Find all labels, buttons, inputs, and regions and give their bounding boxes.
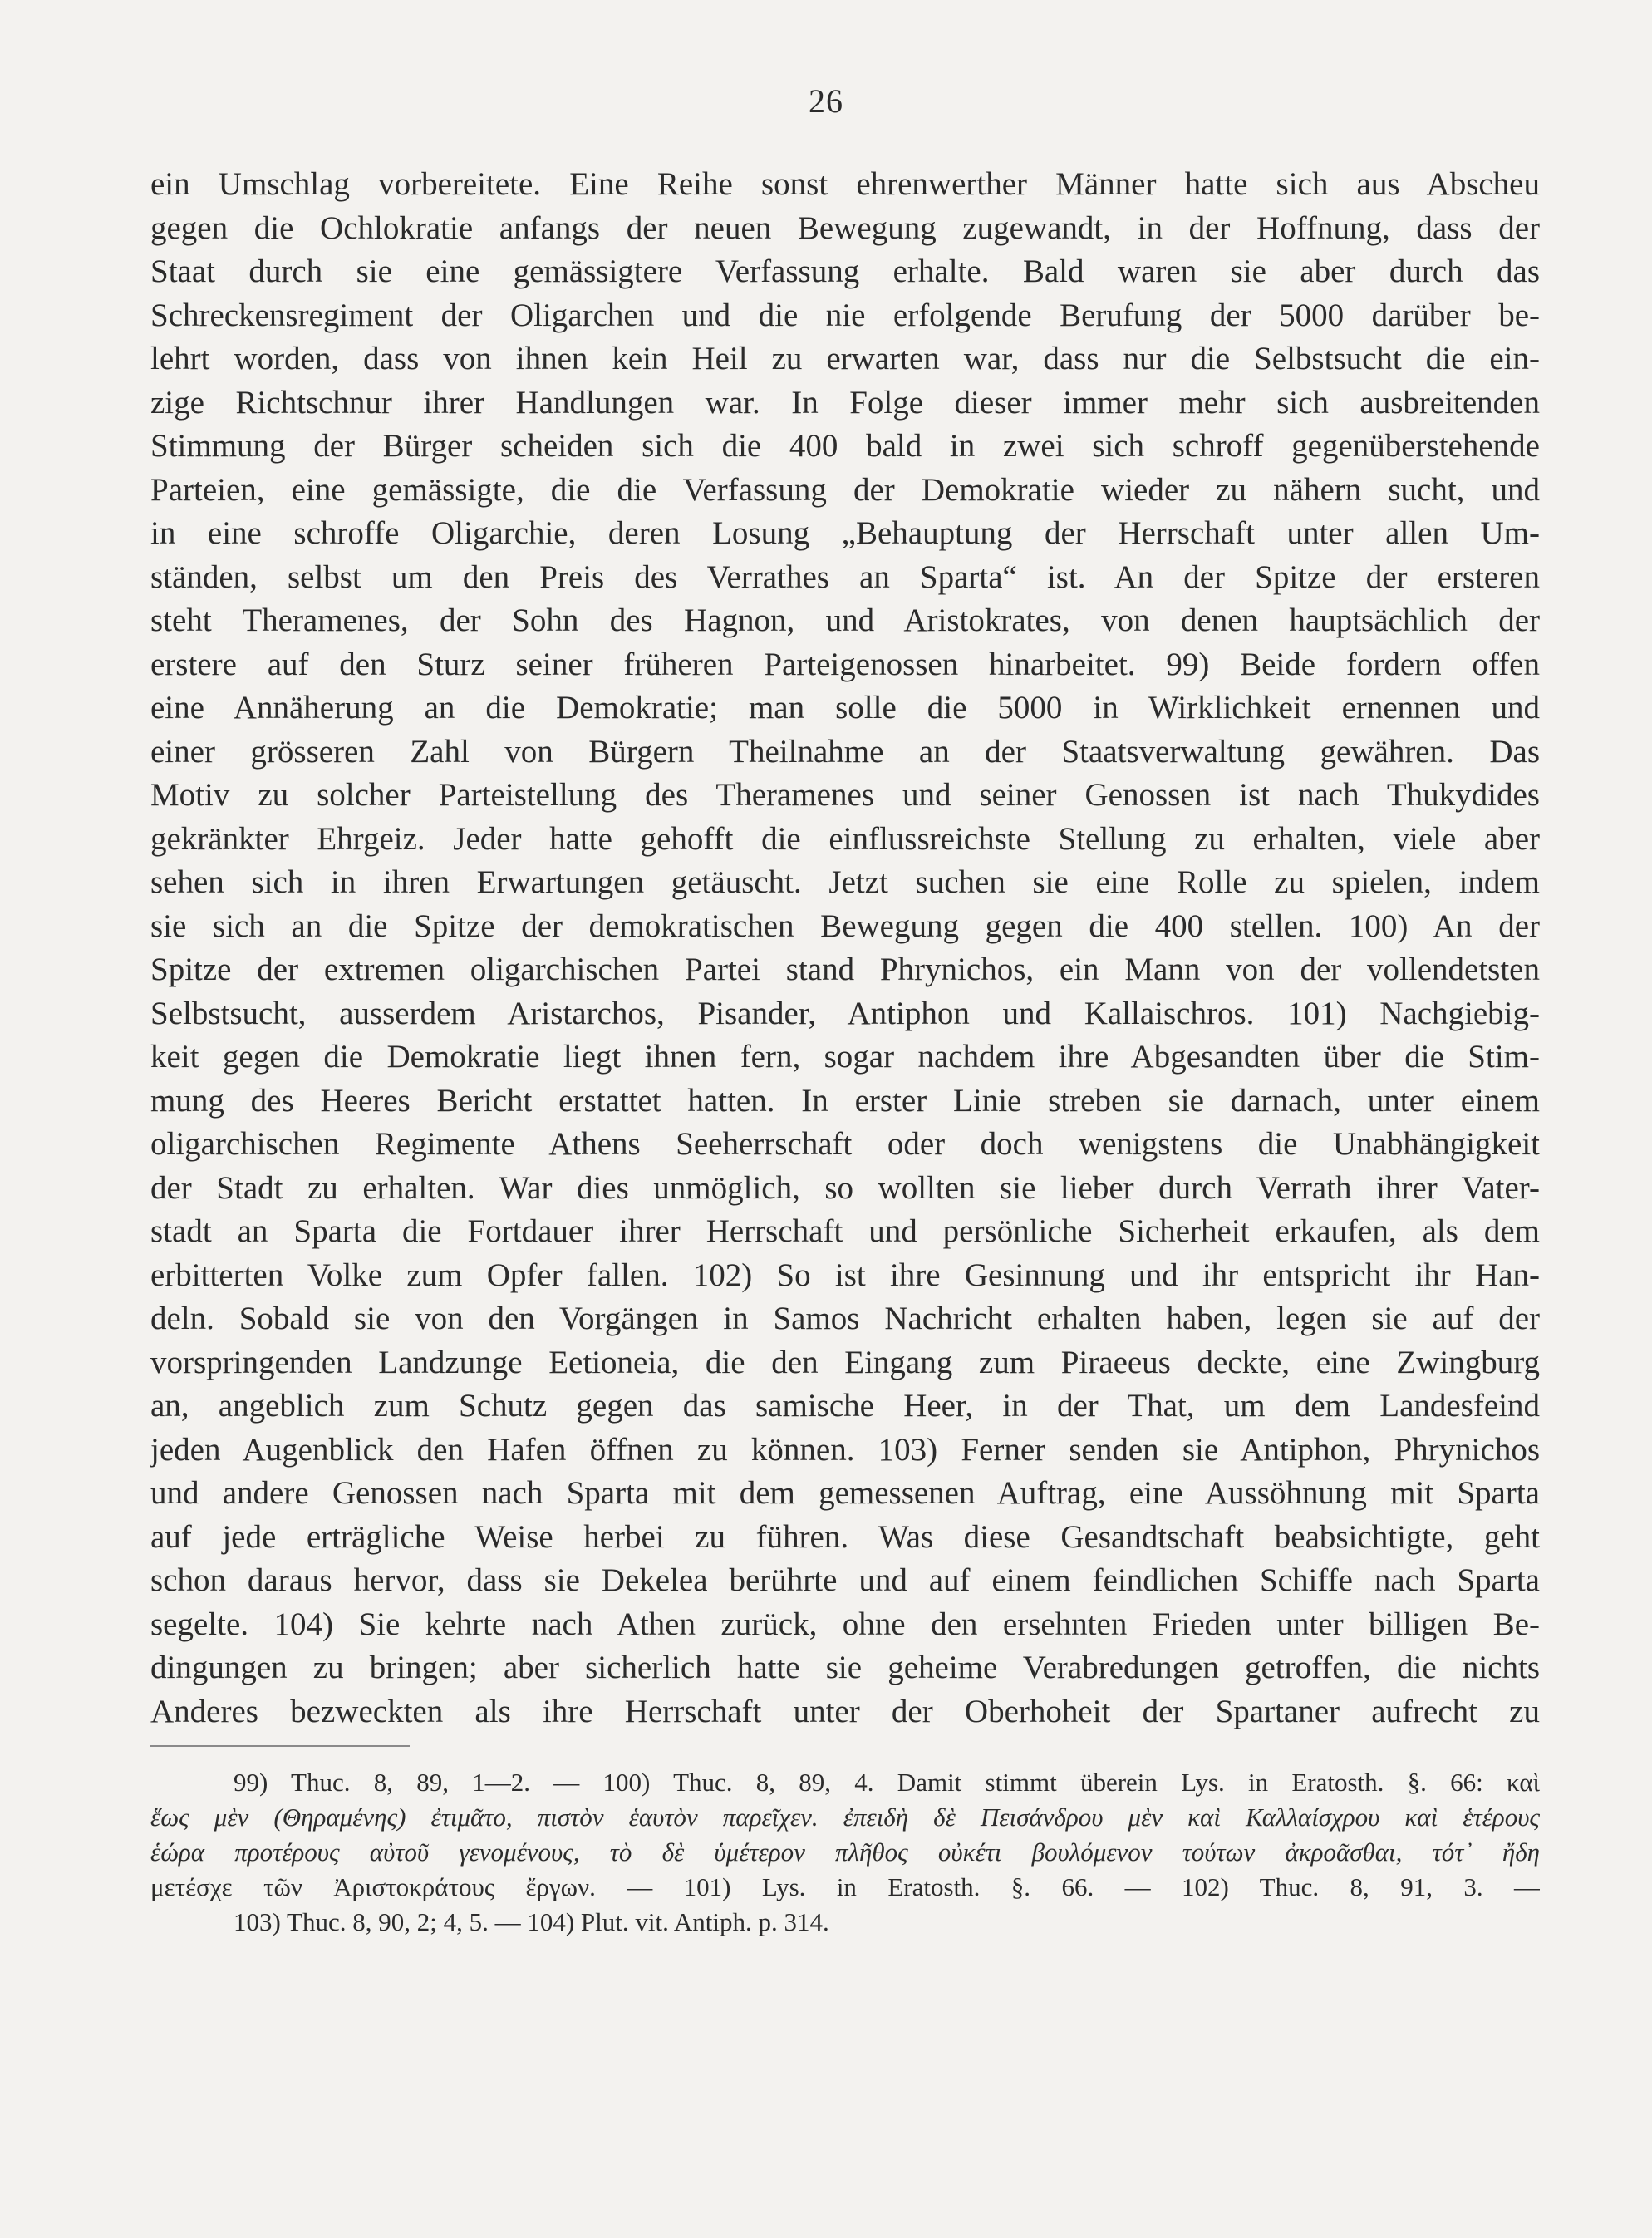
text-line: segelte. 104) Sie kehrte nach Athen zurück, ohne den ersehnten Frieden unter billigen Be-: [150, 1606, 1540, 1642]
text-line: Staat durch sie eine gemässigtere Verfassung erhalte. Bald waren sie aber durch das: [150, 253, 1540, 289]
text-line: mung des Heeres Bericht erstattet hatten. In erster Linie streben sie darnach, unter einem: [150, 1082, 1540, 1119]
text-line: Anderes bezweckten als ihre Herrschaft unter der Oberhoheit der Spartaner aufrecht zu: [150, 1693, 1540, 1729]
footnote-divider: [150, 1745, 410, 1747]
footnote-line: ἑώρα προτέρους αὐτοῦ γενομένους, τὸ δὲ ὑμέτερον πλῆθος οὐκέτι βουλόμενον τούτων ἀκροᾶσθαι, τότ᾽ ἤδη: [150, 1837, 1540, 1867]
text-line: Schreckensregiment der Oligarchen und die nie erfolgende Berufung der 5000 darüber be-: [150, 297, 1540, 333]
text-line: vorspringenden Landzunge Eetioneia, die den Eingang zum Piraeeus deckte, eine Zwingburg: [150, 1344, 1540, 1380]
footnote-line: ἕως μὲν (Θηραμένης) ἐτιμᾶτο, πιστὸν ἑαυτὸν παρεῖχεν. ἐπειδὴ δὲ Πεισάνδρου μὲν καὶ Καλλαίσχρου καὶ ἑτέρους: [150, 1803, 1540, 1832]
text-line: der Stadt zu erhalten. War dies unmöglich, so wollten sie lieber durch Verrath ihrer Vater-: [150, 1169, 1540, 1206]
text-line: und andere Genossen nach Sparta mit dem gemessenen Auftrag, eine Aussöhnung mit Sparta: [150, 1475, 1540, 1511]
text-line: Selbstsucht, ausserdem Aristarchos, Pisander, Antiphon und Kallaischros. 101) Nachgiebig-: [150, 995, 1540, 1031]
text-line: dingungen zu bringen; aber sicherlich hatte sie geheime Verabredungen getroffen, die nichts: [150, 1650, 1540, 1685]
text-line: in eine schroffe Oligarchie, deren Losung „Behauptung der Herrschaft unter allen Um-: [150, 515, 1540, 551]
text-line: gekränkter Ehrgeiz. Jeder hatte gehofft die einflussreichste Stellung zu erhalten, viele aber: [150, 820, 1540, 857]
text-line: einer grösseren Zahl von Bürgern Theilnahme an der Staatsverwaltung gewähren. Das: [150, 733, 1540, 770]
text-line: steht Theramenes, der Sohn des Hagnon, und Aristokrates, von denen hauptsächlich der: [150, 603, 1540, 638]
text-line: ein Umschlag vorbereitete. Eine Reihe sonst ehrenwerther Männer hatte sich aus Abscheu: [150, 166, 1540, 202]
text-line: lehrt worden, dass von ihnen kein Heil zu erwarten war, dass nur die Selbstsucht die ein-: [150, 341, 1540, 376]
text-line: erstere auf den Sturz seiner früheren Parteigenossen hinarbeitet. 99) Beide fordern offen: [150, 646, 1540, 682]
text-line: keit gegen die Demokratie liegt ihnen fern, sogar nachdem ihre Abgesandten über die Stim-: [150, 1039, 1540, 1075]
text-line: an, angeblich zum Schutz gegen das samische Heer, in der That, um dem Landesfeind: [150, 1388, 1540, 1424]
text-line: sehen sich in ihren Erwartungen getäuscht. Jetzt suchen sie eine Rolle zu spielen, indem: [150, 864, 1540, 900]
text-line: sie sich an die Spitze der demokratischen Bewegung gegen die 400 stellen. 100) An der: [150, 907, 1540, 944]
text-line: jeden Augenblick den Hafen öffnen zu können. 103) Ferner senden sie Antiphon, Phrynichos: [150, 1431, 1540, 1468]
text-line: schon daraus hervor, dass sie Dekelea berührte und auf einem feindlichen Schiffe nach Sparta: [150, 1562, 1540, 1598]
footnote-line: 99) Thuc. 8, 89, 1—2. — 100) Thuc. 8, 89, 4. Damit stimmt überein Lys. in Eratosth. §. 66: καὶ: [234, 1768, 1540, 1797]
text-line: gegen die Ochlokratie anfangs der neuen Bewegung zugewandt, in der Hoffnung, dass der: [150, 209, 1540, 246]
text-line: stadt an Sparta die Fortdauer ihrer Herrschaft und persönliche Sicherheit erkaufen, als dem: [150, 1213, 1540, 1249]
body-text: [150, 163, 1540, 1734]
text-line: ständen, selbst um den Preis des Verrathes an Sparta“ ist. An der Spitze der ersteren: [150, 558, 1540, 595]
text-line: Motiv zu solcher Parteistellung des Theramenes und seiner Genossen ist nach Thukydides: [150, 777, 1540, 813]
text-line: eine Annäherung an die Demokratie; man solle die 5000 in Wirklichkeit ernennen und: [150, 690, 1540, 726]
footnote-line: 103) Thuc. 8, 90, 2; 4, 5. — 104) Plut. vit. Antiph. p. 314.: [234, 1907, 829, 1936]
text-line: zige Richtschnur ihrer Handlungen war. In Folge dieser immer mehr sich ausbreitenden: [150, 384, 1540, 421]
text-line: Stimmung der Bürger scheiden sich die 400 bald in zwei sich schroff gegenüberstehende: [150, 428, 1540, 464]
text-line: deln. Sobald sie von den Vorgängen in Samos Nachricht erhalten haben, legen sie auf der: [150, 1301, 1540, 1336]
text-line: Spitze der extremen oligarchischen Partei stand Phrynichos, ein Mann von der vollendetsten: [150, 952, 1540, 987]
page-number: 26: [809, 82, 843, 120]
text-line: Parteien, eine gemässigte, die die Verfassung der Demokratie wieder zu nähern sucht, und: [150, 471, 1540, 508]
text-line: erbitterten Volke zum Opfer fallen. 102) So ist ihre Gesinnung und ihr entspricht ihr Han-: [150, 1257, 1540, 1293]
footnotes: [150, 1765, 1540, 1940]
text-line: oligarchischen Regimente Athens Seeherrschaft oder doch wenigstens die Unabhängigkeit: [150, 1126, 1540, 1162]
footnote-line: μετέσχε τῶν Ἀριστοκράτους ἔργων. — 101) Lys. in Eratosth. §. 66. — 102) Thuc. 8, 91, 3. —: [150, 1872, 1540, 1901]
text-line: auf jede erträgliche Weise herbei zu führen. Was diese Gesandtschaft beabsichtigte, geht: [150, 1518, 1540, 1555]
